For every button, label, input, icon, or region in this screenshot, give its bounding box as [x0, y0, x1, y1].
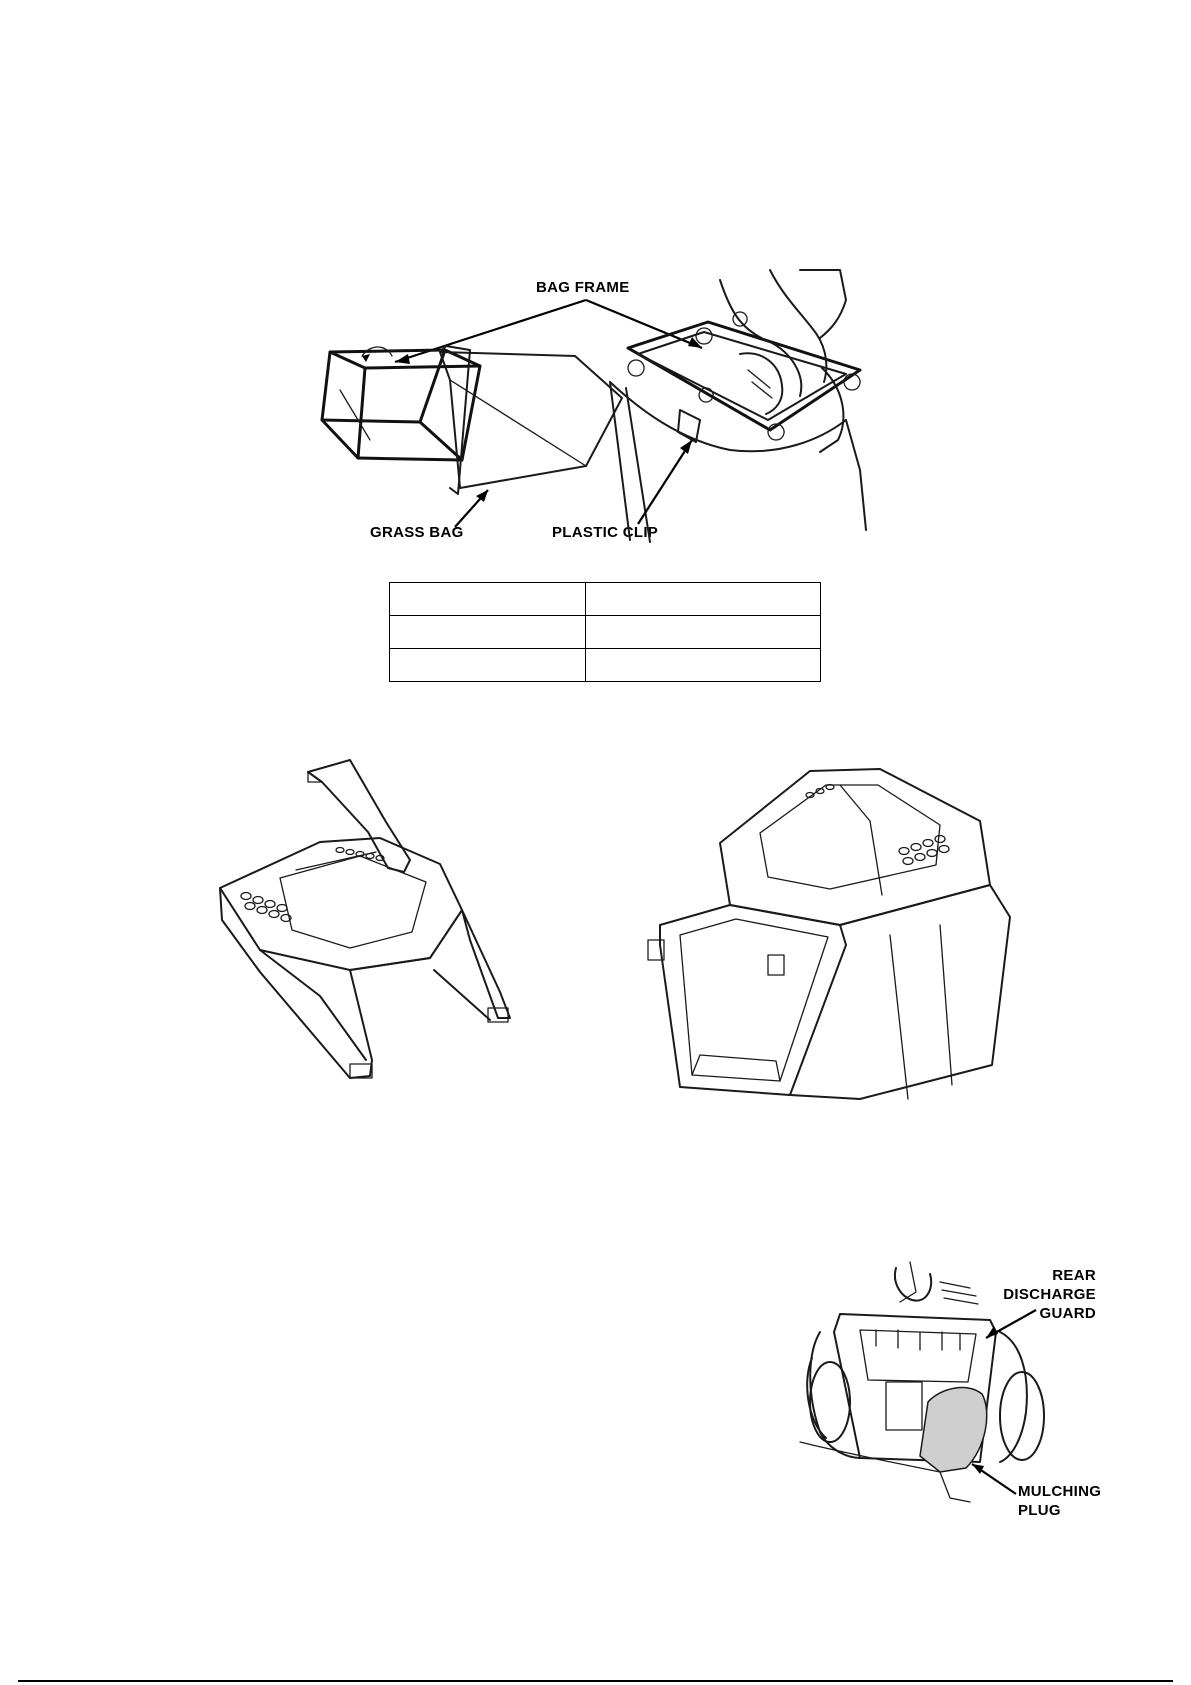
- vent-holes: [241, 848, 384, 922]
- label-guard: GUARD: [1039, 1305, 1096, 1322]
- table-row: [390, 649, 821, 682]
- label-discharge: DISCHARGE: [1003, 1286, 1096, 1303]
- assembled-vent-holes: [806, 785, 949, 865]
- mulching-plug-drawing: [800, 1262, 1130, 1532]
- bag-cover-exploded-drawing: [200, 760, 560, 1090]
- assembled-bag-drawing: [640, 765, 1020, 1105]
- label-plastic-clip: PLASTIC CLIP: [552, 524, 659, 541]
- label-rear: REAR: [1052, 1267, 1096, 1284]
- bag-assembly-figure: [300, 270, 940, 560]
- mulching-plug-figure: [800, 1262, 1130, 1532]
- assembled-bag-top: [720, 769, 990, 925]
- table-cell: [390, 583, 586, 616]
- bag-cover-top: [220, 838, 462, 970]
- clip-right: [488, 1008, 508, 1022]
- bag-assembly-drawing: [300, 270, 940, 560]
- blank-table: [389, 582, 821, 682]
- table-row: [390, 616, 821, 649]
- table-cell: [585, 649, 820, 682]
- table-cell: [585, 616, 820, 649]
- label-plug: PLUG: [1018, 1502, 1061, 1519]
- assembled-bag-figure: [640, 765, 1020, 1105]
- label-bag-frame: BAG FRAME: [536, 279, 630, 296]
- label-grass-bag: GRASS BAG: [370, 524, 464, 541]
- frame-clip-scene: [610, 270, 866, 542]
- table-cell: [390, 616, 586, 649]
- bag-front-opening: [660, 905, 846, 1095]
- table-cell: [585, 583, 820, 616]
- footer-rule: [18, 1680, 1173, 1682]
- bag-clip-right: [768, 955, 784, 975]
- table-row: [390, 583, 821, 616]
- label-mulching: MULCHING: [1018, 1483, 1102, 1500]
- bag-cover-exploded-figure: [200, 760, 560, 1090]
- table-cell: [390, 649, 586, 682]
- mulching-plug: [920, 1388, 987, 1472]
